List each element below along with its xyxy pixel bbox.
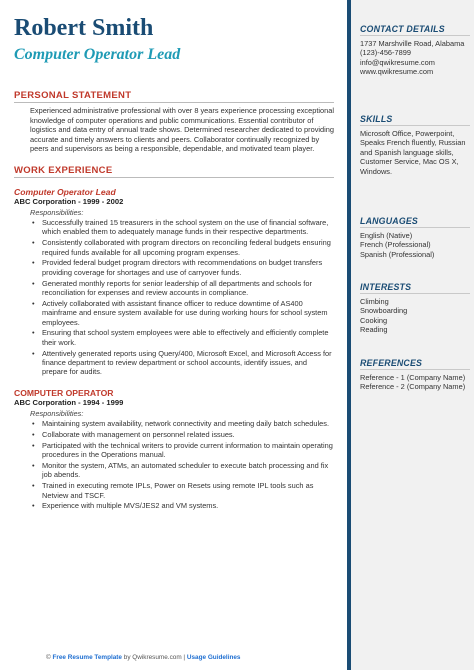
list-item: Climbing: [360, 297, 389, 306]
responsibilities-list: [14, 419, 334, 511]
list-item: • Provided federal budget program directors with recommendations on budget transfers providing coverage for shortages and use of carryover funds.: [30, 258, 334, 277]
job-entry-1: [14, 187, 334, 377]
contact-address: 1737 Marshville Road, Alabama: [360, 39, 465, 48]
skills-heading: SKILLS: [360, 114, 470, 126]
list-item: • Participated with the technical writers to provide current information to maintain operating procedures in the Operations manual.: [30, 441, 334, 460]
list-item: Reference - 1 (Company Name): [360, 373, 466, 382]
list-item: Reference - 2 (Company Name): [360, 382, 466, 392]
personal-statement-text: Experienced administrative professional with over 8 years experience processing exceptional knowledge of computer operations and public communications. Essential contributor of logistics and data entry of annual trade shows. Determined researcher dedicated to providing accurate and timely answers to clients and peers. Collaborator continually recognized by peers and supervisors as being a responsible, dependable, and motivated team player.: [30, 106, 335, 154]
languages-heading: LANGUAGES: [360, 216, 470, 228]
languages-section: [360, 216, 470, 259]
responsibilities-list: [14, 218, 334, 377]
contact-website[interactable]: www.qwikresume.com: [360, 67, 434, 77]
job-title: Computer Operator Lead: [14, 186, 116, 197]
main-column: [14, 14, 334, 512]
candidate-name: Robert Smith: [14, 15, 154, 41]
job-entry-2: [14, 388, 334, 511]
personal-statement-heading: PERSONAL STATEMENT: [14, 90, 334, 103]
copyright-symbol: ©: [46, 654, 53, 661]
skills-text: Microsoft Office, Powerpoint, Speaks French fluently, Russian and Spanish language skills, Customer Service, Mac OS X, Windows.: [360, 129, 466, 176]
list-item: • Consistently collaborated with program directors on reconciling federal budgets ensuring required funds available for all upcoming program expenses.: [30, 238, 334, 257]
list-item: • Actively collaborated with assistant finance officer to reduce downtime of AS400 mainframe and ensure system available for use during working hours for school system employees.: [30, 299, 334, 327]
list-item: Snowboarding: [360, 306, 408, 316]
list-item: • Generated monthly reports for senior leadership of all departments and schools for reconciliation for expenses and review accounts in compliance.: [30, 279, 334, 298]
footer: [46, 654, 241, 661]
contact-section: [360, 24, 470, 77]
list-item: • Maintaining system availability, network connectivity and meeting daily batch schedules.: [30, 419, 334, 428]
job-title: COMPUTER OPERATOR: [14, 388, 114, 399]
list-item: • Collaborate with management on personnel related issues.: [30, 430, 334, 439]
sidebar: [347, 0, 474, 670]
responsibilities-label: Responsibilities:: [30, 207, 84, 217]
list-item: English (Native): [360, 231, 413, 240]
references-heading: REFERENCES: [360, 358, 470, 370]
free-resume-template-link[interactable]: Free Resume Template: [52, 654, 122, 661]
list-item: • Attentively generated reports using Query/400, Microsoft Excel, and Microsoft Access for finance department to review department or school accounts, identify issues, and prepare for audits.: [30, 349, 334, 377]
work-experience-heading: WORK EXPERIENCE: [14, 165, 334, 178]
interests-heading: INTERESTS: [360, 282, 470, 294]
job-company: ABC Corporation - 1994 - 1999: [14, 398, 124, 408]
responsibilities-label: Responsibilities:: [30, 409, 84, 419]
footer-middle-text: by Qwikresume.com |: [121, 654, 187, 661]
list-item: • Successfully trained 15 treasurers in the school system on the use of financial software, which enabled them to adequately manage funds in their respective departments.: [30, 218, 334, 237]
list-item: Reading: [360, 325, 388, 335]
interests-section: [360, 282, 470, 335]
list-item: • Monitor the system, ATMs, an automated scheduler to execute batch processing and fix job abends.: [30, 461, 334, 480]
list-item: • Ensuring that school system employees were able to effectively and efficiently complete their work.: [30, 328, 334, 347]
list-item: French (Professional): [360, 240, 431, 250]
contact-email[interactable]: info@qwikresume.com: [360, 57, 435, 67]
contact-phone: (123)-456-7899: [360, 48, 411, 58]
usage-guidelines-link[interactable]: Usage Guidelines: [186, 654, 241, 661]
references-section: [360, 358, 470, 392]
list-item: Spanish (Professional): [360, 249, 435, 259]
contact-heading: CONTACT DETAILS: [360, 24, 470, 36]
list-item: • Trained in executing remote IPLs, Power on Resets using remote IPL tools such as Netview and TSCF.: [30, 481, 334, 500]
skills-section: [360, 114, 470, 176]
list-item: • Experience with multiple MVS/JES2 and VM systems.: [30, 501, 334, 510]
list-item: Cooking: [360, 315, 388, 325]
job-company: ABC Corporation - 1999 - 2002: [14, 196, 124, 206]
candidate-role: Computer Operator Lead: [14, 46, 181, 63]
